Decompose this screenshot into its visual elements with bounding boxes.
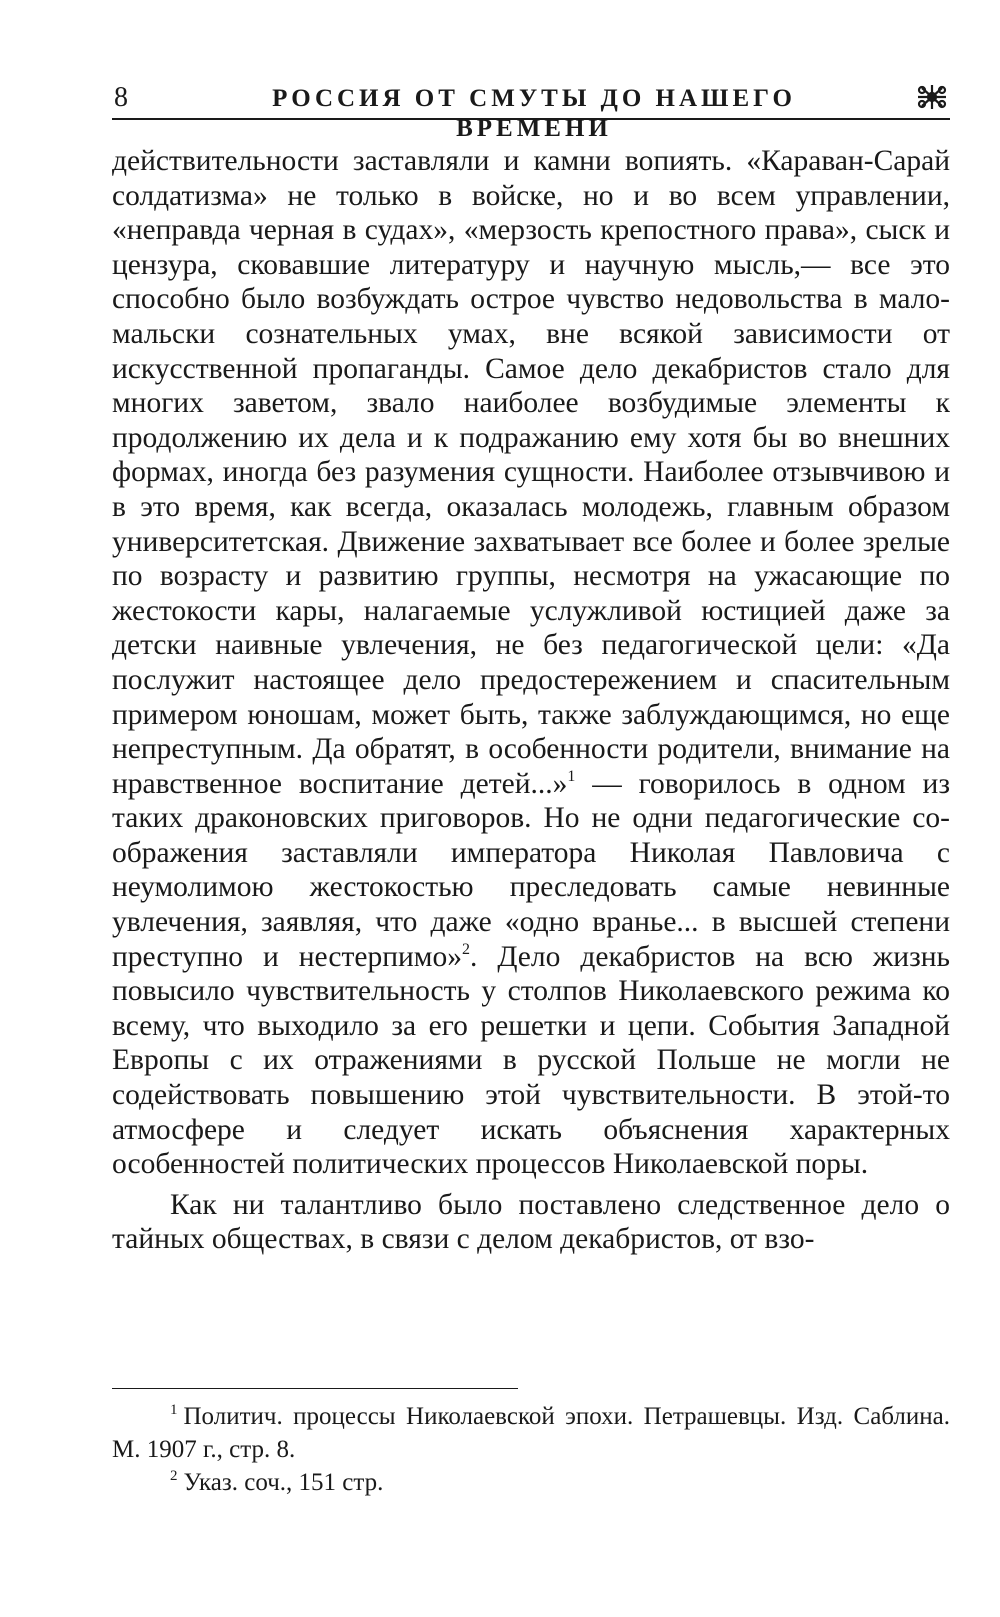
- paragraph: [112, 1188, 950, 1257]
- footnote-ref[interactable]: 1: [567, 767, 576, 785]
- footnote-ref[interactable]: 2: [461, 940, 470, 958]
- footnote: [112, 1400, 950, 1466]
- paragraph: [112, 144, 950, 1182]
- running-head: [112, 80, 950, 142]
- body-text: [112, 144, 950, 1257]
- paragraph-text: действительности заставляли и камни вопиять. «Караван-Сарай солдатизма» не только в войске, но и во всем управлении, «неправда черная в судах», «мерзость крепостного права», сыск и цензура, сковавшие литературу и научную мысль,— все это способно было возбуждать острое чувство недовольства в мало-мальски сознательных умах, вне всякой зависимости от искусственной пропаганды. Самое дело декабристов стало для многих заветом, звало наиболее возбудимые элементы к продолжению их дела и к подражанию ему хотя бы во внешних формах, иногда без разумения сущности. Наиболее отзывчивою и в это время, как всегда, оказалась молодежь, главным образом университетская. Движение захватывает все более и более зрелые по возрасту и развитию группы, несмотря на ужасающие по жестокости кары, налагаемые услужливой юстицией даже за детски наивные увлечения, не без педагогической цели: «Да послужит настоящее дело предостережением и спасительным примером юношам, может быть, также заблуждающимся, но еще непреступным. Да обратят, в особенности родители, внимание на нравственное воспитание детей...»: [112, 145, 950, 800]
- footnote: [112, 1466, 950, 1499]
- footnote-rule: [112, 1388, 518, 1389]
- footnote-mark: 1: [170, 1402, 178, 1418]
- footnote-mark: 2: [170, 1468, 178, 1484]
- page-number: 8: [114, 82, 128, 113]
- paragraph-text: Как ни талантливо было поставлено следственное дело о тайных обществах, в связи с делом декабристов, от взо-: [112, 1188, 950, 1256]
- decorative-ornament-icon: [914, 82, 950, 112]
- paragraph-text: . Дело декабристов на всю жизнь повысило чувствительность у столпов Николаевского режима ко всему, что выходило за его решетки и цепи. События Западной Европы с их отражениями в русской Польше не могли не содействовать повышению этой чувствительности. В этой-то атмосфере и следует искать объяснения характерных особенностей политических процессов Николаевской поры.: [112, 940, 950, 1181]
- header-rule: [112, 118, 950, 120]
- footnotes: [112, 1400, 950, 1499]
- paragraph-text: — говорилось в одном из таких драконовских приговоров. Но не одни педагогические соображения заставляли императора Николая Павловича с неумолимою жестокостью преследовать самые невинные увлечения, заявляя, что даже «одно вранье... в высшей степени преступно и нестерпимо»: [112, 767, 950, 973]
- running-title: РОССИЯ ОТ СМУТЫ ДО НАШЕГО ВРЕМЕНИ: [272, 85, 796, 142]
- footnote-text: Политич. процессы Николаевской эпохи. Петрашевцы. Изд. Саблина. М. 1907 г., стр. 8.: [112, 1403, 950, 1463]
- footnote-text: Указ. соч., 151 стр.: [183, 1469, 384, 1496]
